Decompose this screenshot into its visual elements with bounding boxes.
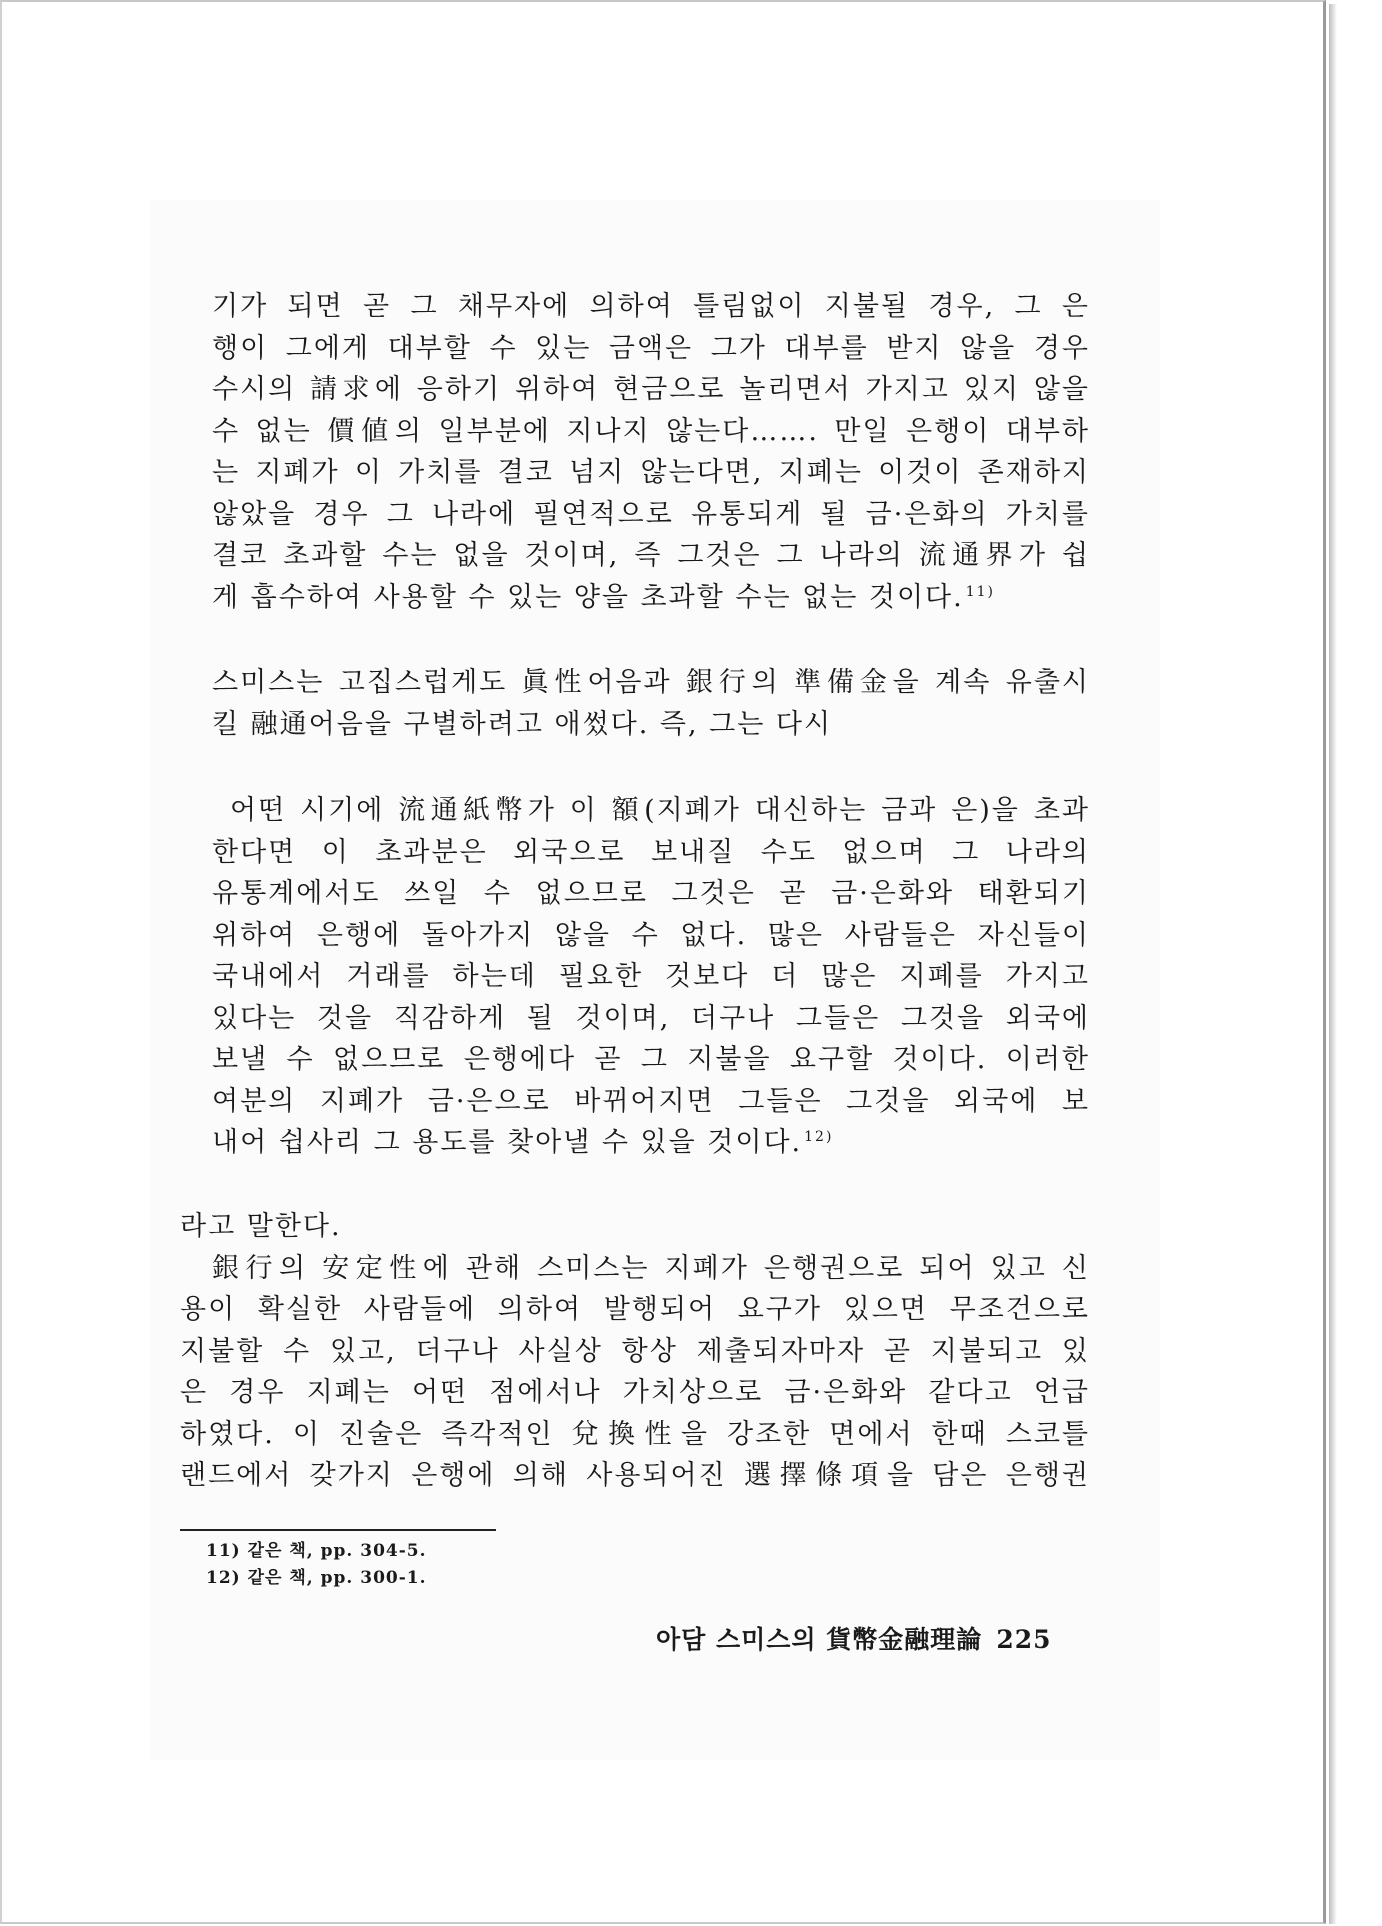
quote2-line: 내어 쉽사리 그 용도를 찾아낼 수 있을 것이다.	[212, 1127, 803, 1158]
para2-line: 용이 확실한 사람들에 의하여 발행되어 요구가 있으면 무조건으로	[180, 1294, 1090, 1325]
para2-line: 하였다. 이 진술은 즉각적인 兌換性을 강조한 면에서 한때 스코틀	[180, 1418, 1090, 1450]
block-quote-2	[212, 790, 1090, 1164]
quote2-line: 있다는 것을 직감하게 될 것이며, 더구나 그들은 그것을 외국에	[212, 1002, 1090, 1034]
quote1-line: 기가 되면 곧 그 채무자에 의하여 틀림없이 지불될 경우, 그 은	[212, 291, 1090, 322]
para1-line: 스미스는 고집스럽게도 眞性어음과 銀行의 準備金을 계속 유출시	[212, 667, 1090, 698]
footnote-11: 11) 같은 책, pp. 304-5.	[206, 1541, 427, 1561]
footnote-ref-12: 12)	[804, 1129, 834, 1145]
quote2-last-line	[212, 1122, 1090, 1164]
quote2-line: 위하여 은행에 돌아가지 않을 수 없다. 많은 사람들은 자신들이	[212, 919, 1090, 951]
paragraph-1	[212, 662, 1090, 745]
footnote-ref-11: 11)	[965, 583, 995, 600]
quote1-last-line	[212, 577, 1090, 619]
quote2-line: 국내에서 거래를 하는데 필요한 것보다 더 많은 지폐를 가지고	[212, 961, 1090, 992]
para2-line: 라고 말한다.	[180, 1211, 342, 1242]
page-edge-shadow	[1329, 4, 1337, 1924]
quote1-line: 게 흡수하여 사용할 수 있는 양을 초과할 수는 없는 것이다.	[212, 581, 964, 613]
quote2-line: 여분의 지폐가 금·은으로 바뀌어지면 그들은 그것을 외국에 보	[212, 1085, 1090, 1117]
block-quote-1	[212, 286, 1090, 618]
para2-line: 銀行의 安定性에 관해 스미스는 지폐가 은행권으로 되어 있고 신	[212, 1252, 1090, 1284]
quote2-line: 보낼 수 없으므로 은행에다 곧 그 지불을 요구할 것이다. 이러한	[212, 1044, 1090, 1075]
quote1-line: 않았을 경우 그 나라에 필연적으로 유통되게 될 금·은화의 가치를	[212, 498, 1090, 530]
footnote-divider	[180, 1529, 496, 1531]
page-number: 225	[996, 1625, 1052, 1654]
quote1-line: 결코 초과할 수는 없을 것이며, 즉 그것은 그 나라의 流通界가 쉽	[212, 540, 1090, 571]
footnotes	[206, 1538, 427, 1592]
running-footer	[656, 1620, 1052, 1656]
quote2-line: 유통계에서도 쓰일 수 없으므로 그것은 곧 금·은화와 태환되기	[212, 878, 1090, 909]
quote2-line: 한다면 이 초과분은 외국으로 보내질 수도 없으며 그 나라의	[212, 836, 1090, 868]
quote1-line: 수시의 請求에 응하기 위하여 현금으로 놀리면서 가지고 있지 않을	[212, 374, 1090, 405]
paragraph-2	[180, 1206, 1090, 1497]
footnote-12: 12) 같은 책, pp. 300-1.	[206, 1568, 427, 1588]
para2-line: 지불할 수 있고, 더구나 사실상 항상 제출되자마자 곧 지불되고 있	[180, 1335, 1090, 1367]
para1-line: 킬 融通어음을 구별하려고 애썼다. 즉, 그는 다시	[212, 708, 833, 740]
running-footer-title: 아담 스미스의 貨幣金融理論	[656, 1625, 983, 1654]
quote1-line: 수 없는 價値의 일부분에 지나지 않는다……. 만일 은행이 대부하	[212, 415, 1090, 447]
quote2-line: 어떤 시기에 流通紙幣가 이 額(지폐가 대신하는 금과 은)을 초과	[230, 795, 1090, 826]
para2-line: 은 경우 지폐는 어떤 점에서나 가치상으로 금·은화와 같다고 언급	[180, 1377, 1090, 1408]
quote1-line: 는 지폐가 이 가치를 결코 넘지 않는다면, 지폐는 이것이 존재하지	[212, 457, 1090, 488]
para2-line: 랜드에서 갖가지 은행에 의해 사용되어진 選擇條項을 담은 은행권	[180, 1460, 1090, 1491]
quote1-line: 행이 그에게 대부할 수 있는 금액은 그가 대부를 받지 않을 경우	[212, 332, 1090, 364]
